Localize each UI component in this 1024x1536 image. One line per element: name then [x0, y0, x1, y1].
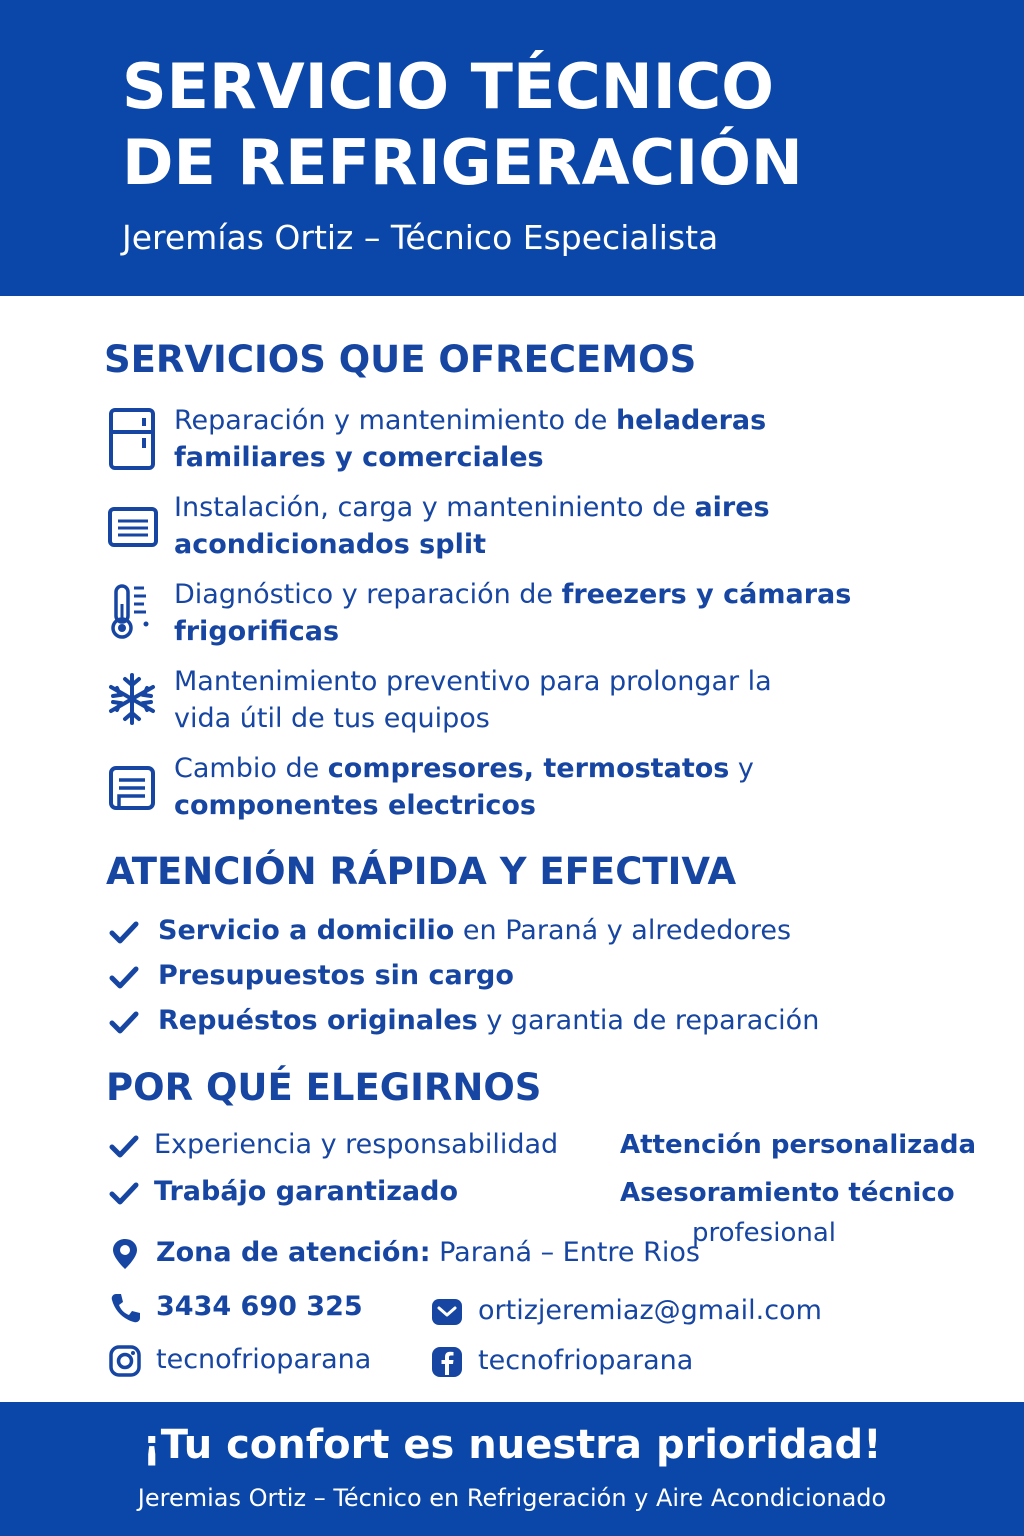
header-subtitle: Jeremías Ortiz – Técnico Especialista — [122, 218, 719, 257]
title-line-1: SERVICIO TÉCNICO — [122, 50, 774, 123]
why-heading: POR QUÉ ELEGIRNOS — [106, 1066, 542, 1109]
service-text: Reparación y mantenimiento de heladeras familiares y comerciales — [174, 405, 767, 473]
phone-icon — [108, 1291, 142, 1325]
email-icon — [430, 1295, 464, 1329]
footer-banner — [0, 1402, 1024, 1536]
header-banner — [0, 0, 1024, 296]
component-icon — [104, 752, 160, 816]
services-heading: SERVICIOS QUE OFRECEMOS — [104, 338, 697, 381]
service-item-components — [104, 750, 904, 830]
why-right-item: Attención personalizada — [620, 1130, 976, 1160]
service-item-preventive — [104, 663, 904, 743]
service-text: Mantenimiento preventivo para prolongar la vida útil de tus equipos — [174, 666, 772, 734]
footer-slogan: ¡Tu confort es nuestra prioridad! — [142, 1422, 882, 1468]
location-pin-icon — [108, 1237, 142, 1271]
service-item-freezers — [104, 576, 904, 656]
instagram-icon — [108, 1344, 142, 1378]
footer-subtitle: Jeremias Ortiz – Técnico en Refrigeración y Aire Acondicionado — [137, 1484, 887, 1512]
service-item-air-conditioners — [104, 489, 904, 569]
snowflake-icon — [104, 665, 160, 729]
title-line-2: DE REFRIGERACIÓN — [122, 126, 803, 199]
checkmark-icon — [108, 1133, 140, 1161]
service-text: Instalación, carga y manteniniento de aires acondicionados split — [174, 492, 770, 560]
service-text: Diagnóstico y reparación de freezers y cámaras frigorificas — [174, 579, 852, 647]
why-right-continuation: profesional — [692, 1218, 836, 1248]
thermometer-icon — [104, 578, 160, 642]
service-text: Cambio de compresores, termostatos y componentes electricos — [174, 753, 754, 821]
air-conditioner-icon — [104, 491, 160, 555]
checkmark-icon — [108, 919, 140, 947]
attention-heading: ATENCIÓN RÁPIDA Y EFECTIVA — [106, 850, 737, 893]
checkmark-icon — [108, 1180, 140, 1208]
fridge-icon — [104, 404, 160, 468]
checkmark-icon — [108, 964, 140, 992]
why-right-item: Asesoramiento técnico — [620, 1178, 955, 1208]
service-item-fridges — [104, 402, 904, 482]
facebook-icon — [430, 1345, 464, 1379]
checkmark-icon — [108, 1009, 140, 1037]
